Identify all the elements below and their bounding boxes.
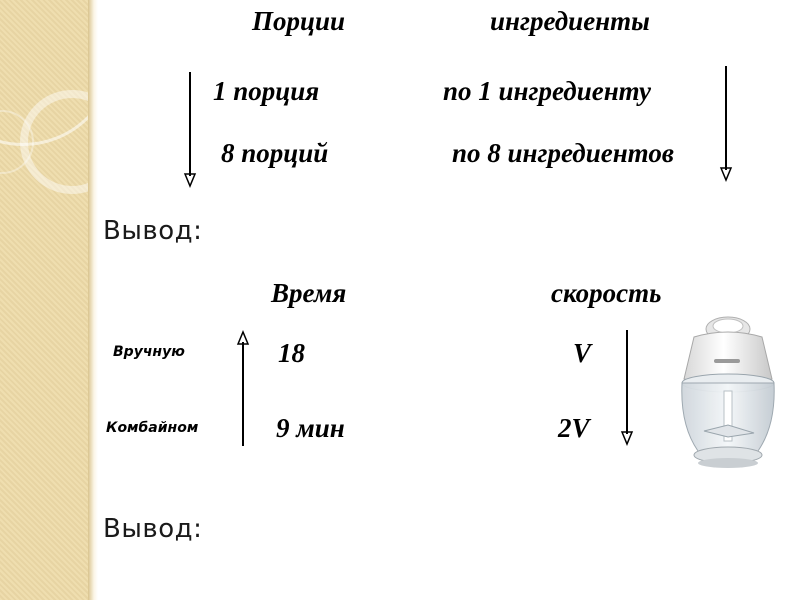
row1-time: 18 [278,338,305,368]
row1-method: Вручную [113,344,185,360]
header-speed: скорость [551,278,662,308]
row1-portion: 1 порция [213,76,320,106]
row2-time: 9 мин [276,413,345,443]
header-portions: Порции [252,6,346,36]
conclusion-1: Вывод: [103,216,203,246]
row2-speed: 2V [558,413,590,443]
conclusion-2: Вывод: [103,514,203,544]
row1-ingredient: по 1 ингредиенту [443,76,651,106]
arrow-down-icon [620,330,634,446]
decorative-sidebar [0,0,88,600]
row1-speed: V [573,338,592,368]
row2-ingredient: по 8 ингредиентов [452,138,674,168]
sidebar-edge [88,0,98,600]
food-chopper-image [668,313,790,471]
header-ingredients: ингредиенты [490,6,650,36]
arrow-down-icon [183,72,197,188]
row2-method: Комбайном [106,420,199,436]
header-time: Время [271,278,347,308]
arrow-down-icon [719,66,733,182]
arrow-up-icon [236,332,250,446]
row2-portion: 8 порций [221,138,329,168]
